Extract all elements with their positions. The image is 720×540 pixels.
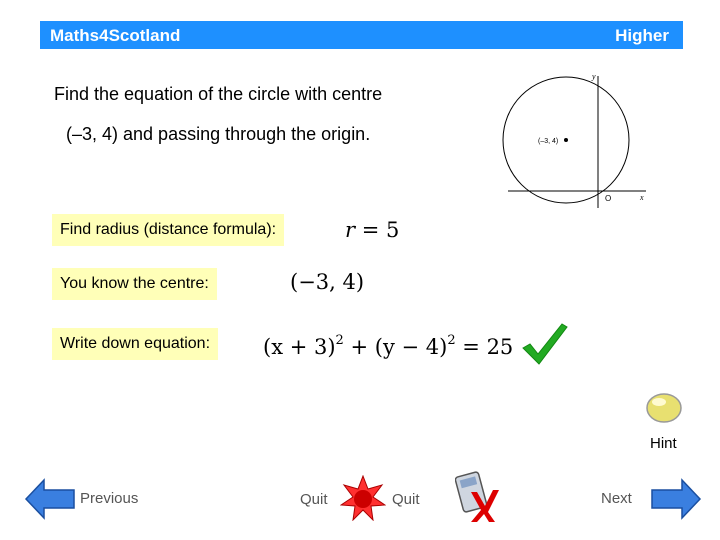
quit-sun-icon[interactable] — [340, 475, 386, 521]
previous-button[interactable]: Previous — [80, 490, 139, 507]
header-bar — [40, 21, 683, 49]
hint-label[interactable]: Hint — [650, 435, 677, 452]
origin-label: O — [605, 194, 612, 203]
centre-answer: (−3, 4) — [290, 270, 365, 294]
hint-button[interactable] — [644, 390, 684, 426]
quit-button-left[interactable]: Quit — [300, 491, 328, 508]
site-title: Maths4Scotland — [50, 26, 181, 45]
question-line-2: (–3, 4) and passing through the origin. — [66, 124, 371, 144]
centre-point — [564, 138, 568, 142]
level-label: Higher — [615, 26, 669, 45]
previous-arrow-icon[interactable] — [24, 478, 76, 520]
quit-button-right[interactable]: Quit — [392, 491, 420, 508]
x-axis-label: x — [640, 193, 644, 202]
step-equation-label: Write down equation: — [52, 328, 218, 360]
step-centre-label: You know the centre: — [52, 268, 217, 300]
circle-diagram — [498, 68, 658, 208]
next-arrow-icon[interactable] — [650, 478, 702, 520]
centre-label: (–3, 4) — [538, 138, 559, 145]
y-axis-label: y — [592, 72, 596, 81]
radius-answer: r = 5 — [345, 218, 400, 242]
calculator-quit-icon[interactable] — [455, 470, 501, 522]
question-line-1: Find the equation of the circle with centre — [54, 84, 383, 104]
next-button[interactable]: Next — [601, 490, 632, 507]
tick-icon — [520, 320, 570, 366]
equation-answer: $(x + 3)^2 + (y - 4)^2 = 25$ — [263, 333, 514, 359]
step-radius-label: Find radius (distance formula): — [52, 214, 284, 246]
